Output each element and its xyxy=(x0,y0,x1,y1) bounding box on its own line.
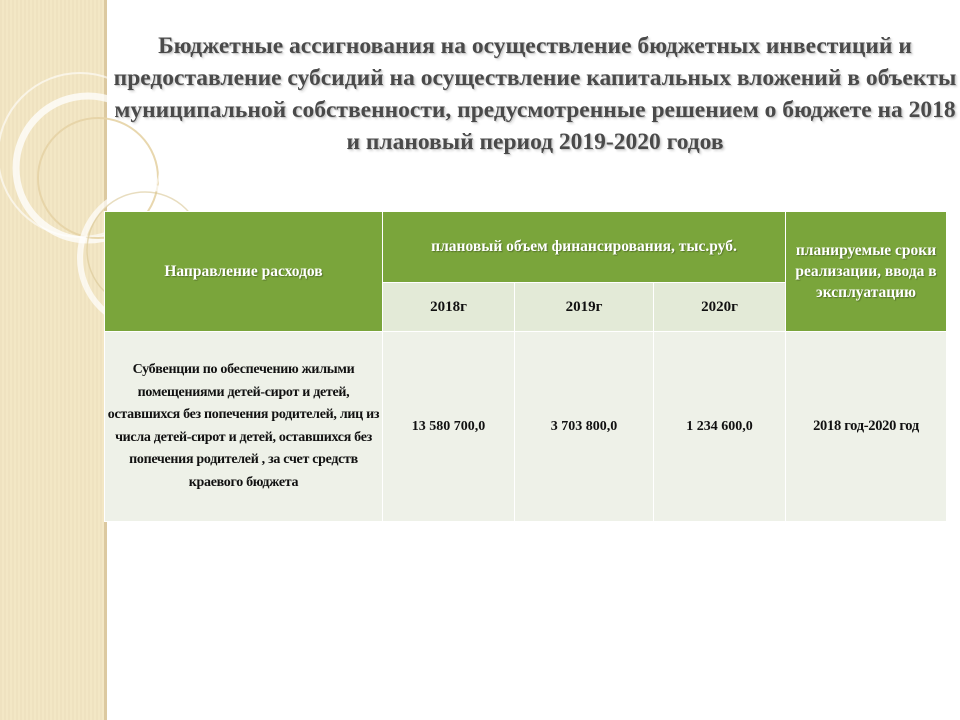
row-direction: Субвенции по обеспечению жилыми помещениями детей-сирот и детей, оставшихся без попечения родителей, лиц из числа детей-сирот и детей, оставшихся без попечения родителей , за счет средств краевого бюджета xyxy=(105,332,383,522)
row-amount-2019: 3 703 800,0 xyxy=(515,332,654,522)
table-row xyxy=(105,332,947,522)
header-planned-timing: планируемые сроки реализации, ввода в эксплуатацию xyxy=(786,212,947,332)
header-year-2018: 2018г xyxy=(383,283,515,332)
header-year-2020: 2020г xyxy=(654,283,786,332)
header-financing-volume: плановый объем финансирования, тыс.руб. xyxy=(383,212,786,283)
header-year-2019: 2019г xyxy=(515,283,654,332)
row-amount-2020: 1 234 600,0 xyxy=(654,332,786,522)
slide-title: Бюджетные ассигнования на осуществление бюджетных инвестиций и предоставление субсидий на осуществление капитальных вложений в объекты муниципальной собственности, предусмотренные решением о бюджете на 2018 и плановый период 2019-2020 годов xyxy=(113,33,957,155)
row-timing: 2018 год-2020 год xyxy=(786,332,947,522)
row-amount-2018: 13 580 700,0 xyxy=(383,332,515,522)
table-header-row xyxy=(105,212,947,283)
header-direction: Направление расходов xyxy=(105,212,383,332)
budget-table xyxy=(104,211,947,522)
